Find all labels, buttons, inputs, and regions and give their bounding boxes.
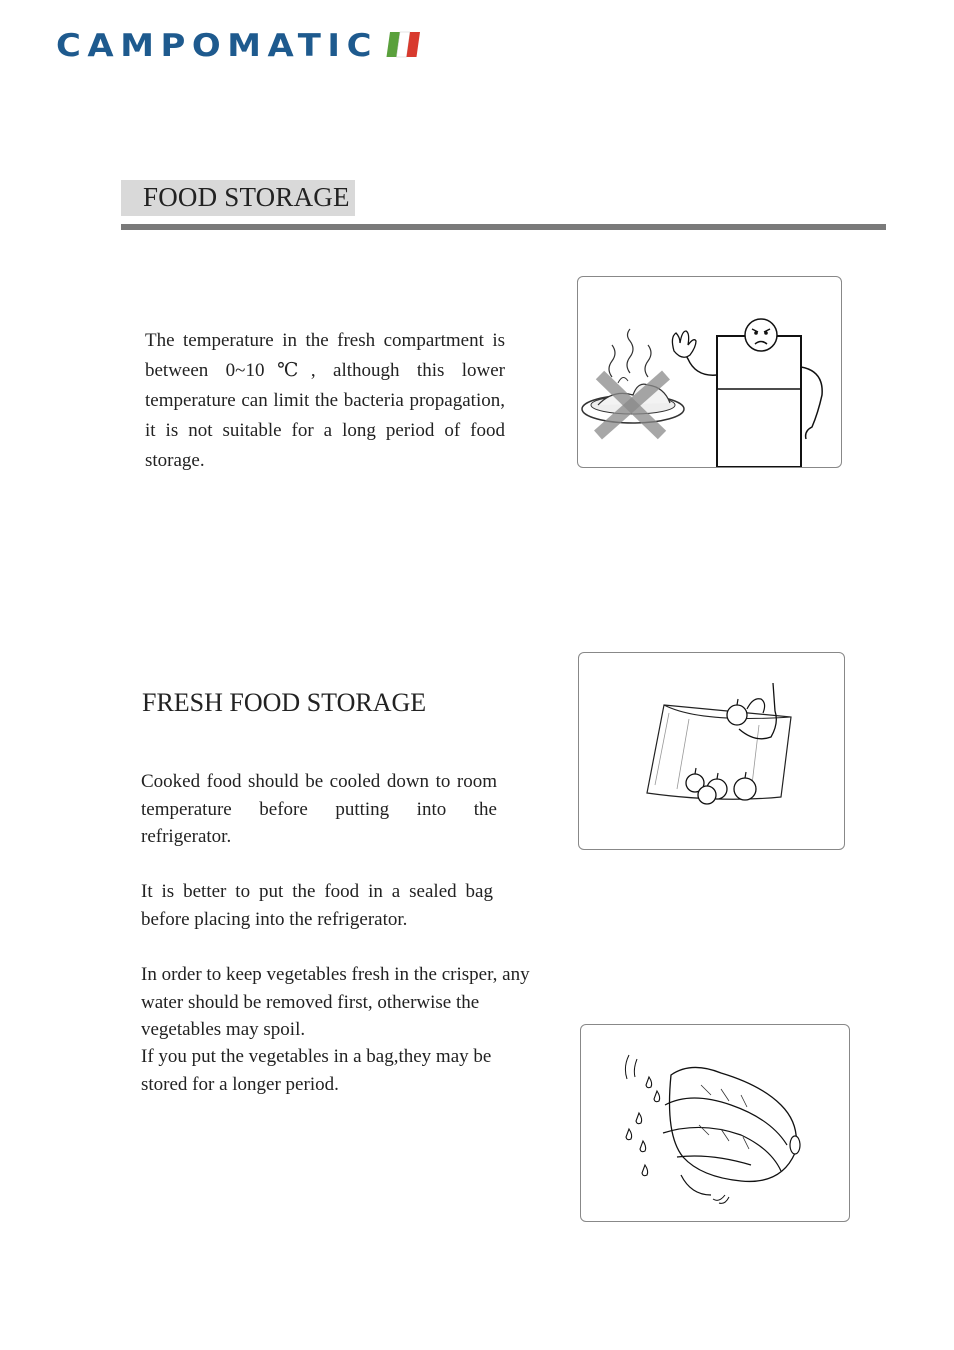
cooked-food-paragraph: Cooked food should be cooled down to room temperature before putting into the refrigerator.: [141, 771, 497, 847]
crisper-paragraph: In order to keep vegetables fresh in the crisper, any water should be removed first, otherwise the vegetables may spoil.: [141, 964, 530, 1040]
section-title-tab: [121, 180, 355, 216]
hot-food-figure: [577, 276, 842, 468]
brand-logo: [56, 28, 426, 64]
section-title: FOOD STORAGE: [143, 182, 350, 212]
section-divider: [121, 224, 886, 230]
vegetable-bag-paragraph: If you put the vegetables in a bag,they may be stored for a longer period.: [141, 1046, 492, 1095]
italian-flag-icon: [386, 32, 420, 57]
sealed-bag-paragraph: It is better to put the food in a sealed bag before placing into the refrigerator.: [141, 881, 493, 930]
brand-wordmark: CAMPOMATIC: [56, 28, 378, 64]
fresh-food-heading: FRESH FOOD STORAGE: [142, 688, 427, 717]
vegetables-figure: [580, 1024, 850, 1222]
intro-paragraph: The temperature in the fresh compartment is between 0~10℃, although this lower temperature can limit the bacteria propagation, it is not suitable for a long period of food storage.: [145, 330, 505, 471]
sealed-bag-figure: [578, 652, 845, 850]
